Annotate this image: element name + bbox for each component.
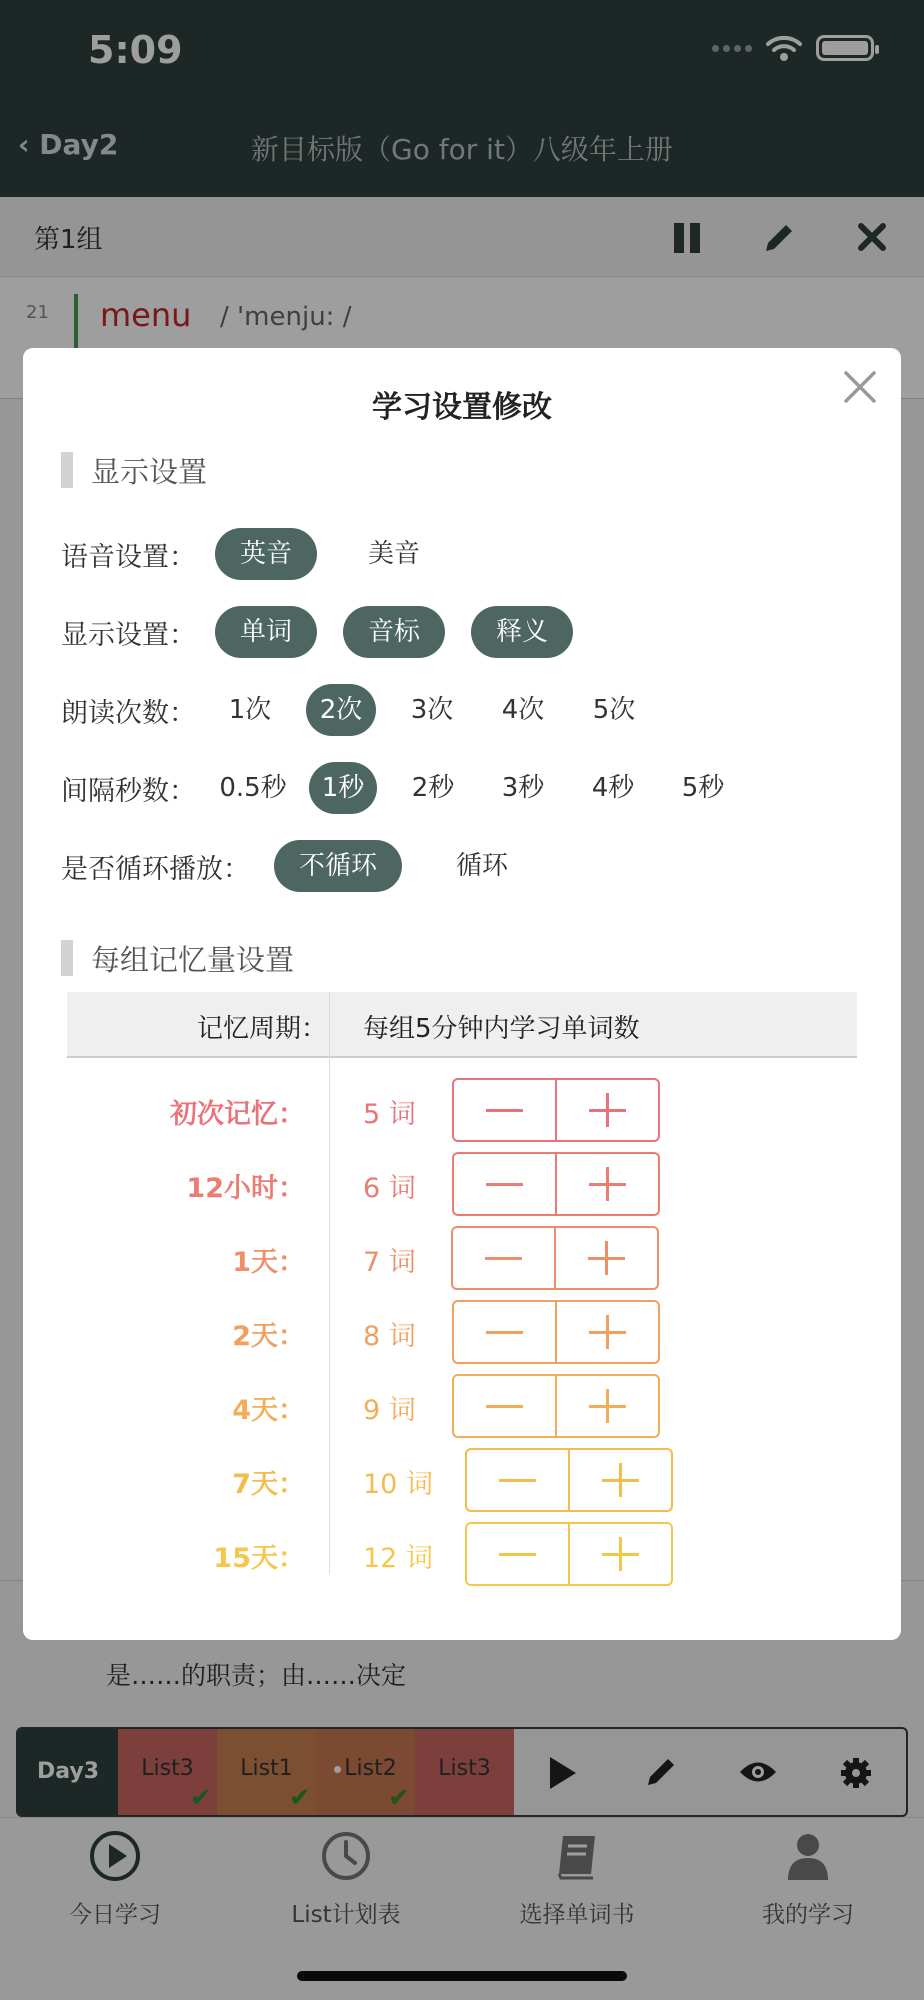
tab-label: List计划表 [291, 1902, 401, 1928]
option-5-sec[interactable]: 5秒 [681, 773, 725, 803]
group-label: 第1组 [34, 225, 103, 255]
increment-button[interactable] [557, 1302, 658, 1362]
decrement-button[interactable] [453, 1228, 556, 1288]
section-marker [61, 452, 73, 488]
list-label: List1 [240, 1756, 293, 1781]
memory-row [23, 1522, 901, 1586]
word-phonetic: / 'menju: / [220, 302, 352, 332]
word-index: 21 [26, 302, 49, 323]
tab-label: 我的学习 [762, 1902, 854, 1928]
increment-button[interactable] [570, 1450, 671, 1510]
option-1-sec[interactable]: 1秒 [309, 762, 377, 814]
close-button[interactable] [835, 362, 885, 412]
option-2-sec[interactable]: 2秒 [411, 773, 455, 803]
memory-count-header: 每组5分钟内学习单词数 [363, 1014, 640, 1044]
page-title: 新目标版（Go for it）八级年上册 [251, 133, 673, 166]
memory-count: 8 词 [363, 1321, 416, 1352]
memory-row [23, 1078, 901, 1142]
option-4-sec[interactable]: 4秒 [591, 773, 635, 803]
memory-count: 6 词 [363, 1173, 416, 1204]
section-title: 显示设置 [91, 454, 208, 489]
memory-stepper [465, 1448, 673, 1512]
option-0-5-sec[interactable]: 0.5秒 [219, 773, 287, 803]
option-4-times[interactable]: 4次 [501, 695, 545, 725]
word-text: menu [100, 296, 192, 334]
memory-row [23, 1300, 901, 1364]
decrement-button[interactable] [454, 1080, 557, 1140]
section-title: 每组记忆量设置 [91, 942, 295, 977]
display-setting-row [61, 606, 573, 658]
memory-stepper [452, 1078, 660, 1142]
memory-period: 初次记忆： [170, 1099, 305, 1130]
loop-row [61, 840, 532, 892]
option-no-loop[interactable]: 不循环 [274, 840, 402, 892]
read-times-row [61, 684, 649, 736]
memory-table-header [67, 992, 857, 1058]
increment-button[interactable] [557, 1080, 658, 1140]
memory-period: 15天： [213, 1543, 305, 1574]
read-times-label: 朗读次数： [61, 697, 196, 729]
memory-period: 7天： [232, 1469, 305, 1500]
interval-row [61, 762, 737, 814]
decrement-button[interactable] [467, 1450, 570, 1510]
memory-section-header [61, 940, 294, 976]
memory-stepper [452, 1152, 660, 1216]
option-definition[interactable]: 释义 [471, 606, 573, 658]
check-icon: ✔ [289, 1783, 311, 1813]
interval-label: 间隔秒数： [61, 775, 196, 807]
memory-row [23, 1374, 901, 1438]
memory-stepper [465, 1522, 673, 1586]
option-5-times[interactable]: 5次 [592, 695, 636, 725]
option-phonetic[interactable]: 音标 [343, 606, 445, 658]
decrement-button[interactable] [454, 1376, 557, 1436]
day-label[interactable]: Day3 [18, 1729, 118, 1815]
decrement-button[interactable] [454, 1154, 557, 1214]
loop-label: 是否循环播放： [61, 853, 250, 885]
option-2-times[interactable]: 2次 [306, 684, 376, 736]
section-marker [61, 940, 73, 976]
increment-button[interactable] [570, 1524, 671, 1584]
list-label: List3 [438, 1756, 491, 1781]
memory-period: 12小时： [186, 1173, 305, 1204]
memory-count: 5 词 [363, 1099, 416, 1130]
memory-count: 12 词 [363, 1543, 433, 1574]
option-american[interactable]: 美音 [367, 539, 420, 569]
memory-stepper [451, 1226, 659, 1290]
display-section-header [61, 452, 207, 488]
back-button[interactable]: ‹ Day2 [18, 128, 119, 161]
option-3-sec[interactable]: 3秒 [501, 773, 545, 803]
memory-stepper [452, 1300, 660, 1364]
list-label: List2 [344, 1756, 397, 1781]
option-word[interactable]: 单词 [215, 606, 317, 658]
increment-button[interactable] [557, 1376, 658, 1436]
decrement-button[interactable] [467, 1524, 570, 1584]
status-time: 5:09 [88, 28, 183, 72]
memory-period: 2天： [232, 1321, 305, 1352]
memory-count: 9 词 [363, 1395, 416, 1426]
close-icon [843, 370, 877, 404]
memory-period: 1天： [232, 1247, 305, 1278]
memory-stepper [452, 1374, 660, 1438]
option-3-times[interactable]: 3次 [410, 695, 454, 725]
memory-count: 7 词 [363, 1247, 416, 1278]
display-label: 显示设置： [61, 619, 196, 651]
voice-setting-row [61, 528, 445, 580]
option-british[interactable]: 英音 [215, 528, 317, 580]
check-icon: ✔ [190, 1783, 212, 1813]
option-loop[interactable]: 循环 [455, 851, 508, 881]
tab-label: 今日学习 [69, 1902, 161, 1928]
memory-row [23, 1152, 901, 1216]
decrement-button[interactable] [454, 1302, 557, 1362]
memory-row [23, 1226, 901, 1290]
option-1-time[interactable]: 1次 [228, 695, 272, 725]
list-label: List3 [141, 1756, 194, 1781]
increment-button[interactable] [557, 1154, 658, 1214]
memory-period-header: 记忆周期： [196, 1014, 327, 1044]
memory-row [23, 1448, 901, 1512]
voice-label: 语音设置： [61, 541, 196, 573]
memory-period: 4天： [232, 1395, 305, 1426]
increment-button[interactable] [556, 1228, 657, 1288]
modal-title: 学习设置修改 [372, 390, 552, 425]
settings-modal [23, 348, 901, 1640]
memory-count: 10 词 [363, 1469, 433, 1500]
check-icon: ✔ [388, 1783, 410, 1813]
word-definition: 是……的职责；由……决定 [106, 1661, 407, 1690]
tab-label: 选择单词书 [519, 1902, 635, 1928]
